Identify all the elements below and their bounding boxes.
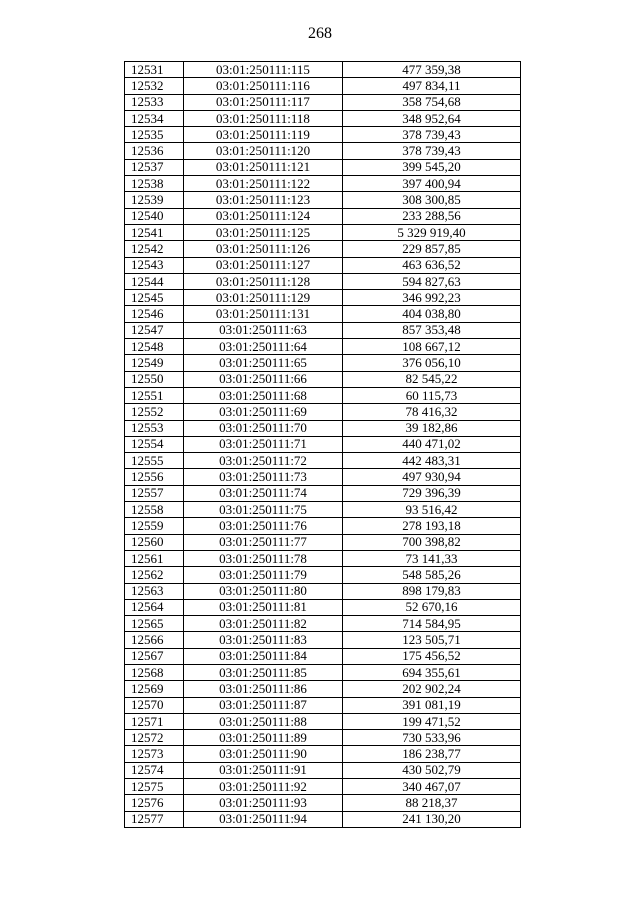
table-row [125,681,521,697]
table-row [125,78,521,94]
table-row [125,534,521,550]
cadastral-value-cell: 497 930,94 [343,469,521,485]
table-row [125,290,521,306]
cadastral-value-cell: 463 636,52 [343,257,521,273]
cadastral-value-cell: 404 038,80 [343,306,521,322]
table-row [125,306,521,322]
table-row [125,127,521,143]
cadastral-value-cell: 391 081,19 [343,697,521,713]
cadastral-number-cell: 03:01:250111:63 [184,322,343,338]
table-row [125,420,521,436]
cadastral-number-cell: 03:01:250111:131 [184,306,343,322]
table-row [125,485,521,501]
row-number-cell: 12562 [125,567,184,583]
row-number-cell: 12556 [125,469,184,485]
cadastral-value-cell: 186 238,77 [343,746,521,762]
cadastral-number-cell: 03:01:250111:68 [184,387,343,403]
row-number-cell: 12532 [125,78,184,94]
cadastral-number-cell: 03:01:250111:93 [184,795,343,811]
table-row [125,599,521,615]
row-number-cell: 12568 [125,664,184,680]
row-number-cell: 12573 [125,746,184,762]
row-number-cell: 12569 [125,681,184,697]
cadastral-value-cell: 442 483,31 [343,453,521,469]
table-row [125,208,521,224]
cadastral-value-cell: 82 545,22 [343,371,521,387]
table-row [125,550,521,566]
cadastral-number-cell: 03:01:250111:74 [184,485,343,501]
row-number-cell: 12563 [125,583,184,599]
cadastral-number-cell: 03:01:250111:92 [184,779,343,795]
table-row [125,583,521,599]
cadastral-value-cell: 714 584,95 [343,616,521,632]
row-number-cell: 12534 [125,110,184,126]
row-number-cell: 12551 [125,387,184,403]
row-number-cell: 12559 [125,518,184,534]
cadastral-number-cell: 03:01:250111:116 [184,78,343,94]
cadastral-number-cell: 03:01:250111:70 [184,420,343,436]
row-number-cell: 12554 [125,436,184,452]
cadastral-value-cell: 52 670,16 [343,599,521,615]
cadastral-value-cell: 93 516,42 [343,502,521,518]
row-number-cell: 12531 [125,62,184,78]
cadastral-number-cell: 03:01:250111:81 [184,599,343,615]
cadastral-value-cell: 378 739,43 [343,143,521,159]
table-row [125,110,521,126]
table-body [125,62,521,828]
cadastral-value-cell: 694 355,61 [343,664,521,680]
cadastral-number-cell: 03:01:250111:121 [184,159,343,175]
cadastral-number-cell: 03:01:250111:79 [184,567,343,583]
row-number-cell: 12565 [125,616,184,632]
cadastral-number-cell: 03:01:250111:76 [184,518,343,534]
cadastral-value-cell: 175 456,52 [343,648,521,664]
row-number-cell: 12533 [125,94,184,110]
table-row [125,453,521,469]
cadastral-number-cell: 03:01:250111:83 [184,632,343,648]
row-number-cell: 12555 [125,453,184,469]
cadastral-number-cell: 03:01:250111:66 [184,371,343,387]
table-row [125,224,521,240]
cadastral-number-cell: 03:01:250111:123 [184,192,343,208]
cadastral-value-cell: 477 359,38 [343,62,521,78]
row-number-cell: 12536 [125,143,184,159]
row-number-cell: 12535 [125,127,184,143]
row-number-cell: 12564 [125,599,184,615]
cadastral-number-cell: 03:01:250111:85 [184,664,343,680]
row-number-cell: 12539 [125,192,184,208]
table-row [125,567,521,583]
cadastral-value-cell: 348 952,64 [343,110,521,126]
cadastral-value-cell: 346 992,23 [343,290,521,306]
table-row [125,502,521,518]
row-number-cell: 12570 [125,697,184,713]
row-number-cell: 12575 [125,779,184,795]
cadastral-number-cell: 03:01:250111:80 [184,583,343,599]
cadastral-value-cell: 278 193,18 [343,518,521,534]
row-number-cell: 12567 [125,648,184,664]
table-row [125,730,521,746]
table-row [125,387,521,403]
cadastral-value-cell: 78 416,32 [343,404,521,420]
cadastral-value-cell: 857 353,48 [343,322,521,338]
table-row [125,176,521,192]
cadastral-value-cell: 430 502,79 [343,762,521,778]
cadastral-number-cell: 03:01:250111:64 [184,339,343,355]
row-number-cell: 12558 [125,502,184,518]
row-number-cell: 12561 [125,550,184,566]
cadastral-value-cell: 397 400,94 [343,176,521,192]
cadastral-value-cell: 729 396,39 [343,485,521,501]
cadastral-value-cell: 233 288,56 [343,208,521,224]
table-row [125,159,521,175]
table-row [125,713,521,729]
row-number-cell: 12574 [125,762,184,778]
cadastral-value-cell: 88 218,37 [343,795,521,811]
table-row [125,632,521,648]
cadastral-value-cell: 108 667,12 [343,339,521,355]
table-row [125,62,521,78]
table-row [125,664,521,680]
table-row [125,746,521,762]
table-row [125,469,521,485]
table-row [125,322,521,338]
row-number-cell: 12550 [125,371,184,387]
cadastral-value-cell: 700 398,82 [343,534,521,550]
row-number-cell: 12571 [125,713,184,729]
table-row [125,779,521,795]
cadastral-number-cell: 03:01:250111:122 [184,176,343,192]
cadastral-value-cell: 199 471,52 [343,713,521,729]
table-row [125,795,521,811]
cadastral-number-cell: 03:01:250111:82 [184,616,343,632]
cadastral-value-cell: 730 533,96 [343,730,521,746]
cadastral-value-cell: 123 505,71 [343,632,521,648]
cadastral-number-cell: 03:01:250111:88 [184,713,343,729]
cadastral-number-cell: 03:01:250111:87 [184,697,343,713]
cadastral-number-cell: 03:01:250111:124 [184,208,343,224]
cadastral-value-cell: 229 857,85 [343,241,521,257]
row-number-cell: 12543 [125,257,184,273]
row-number-cell: 12576 [125,795,184,811]
cadastral-number-cell: 03:01:250111:86 [184,681,343,697]
row-number-cell: 12572 [125,730,184,746]
table-row [125,616,521,632]
table-row [125,648,521,664]
cadastral-number-cell: 03:01:250111:117 [184,94,343,110]
table-row [125,371,521,387]
cadastral-number-cell: 03:01:250111:89 [184,730,343,746]
row-number-cell: 12547 [125,322,184,338]
table-row [125,436,521,452]
cadastral-number-cell: 03:01:250111:120 [184,143,343,159]
row-number-cell: 12544 [125,273,184,289]
cadastral-value-cell: 898 179,83 [343,583,521,599]
cadastral-value-cell: 5 329 919,40 [343,224,521,240]
row-number-cell: 12545 [125,290,184,306]
cadastral-value-cell: 340 467,07 [343,779,521,795]
table-row [125,273,521,289]
cadastral-number-cell: 03:01:250111:91 [184,762,343,778]
cadastral-number-cell: 03:01:250111:94 [184,811,343,827]
cadastral-value-cell: 399 545,20 [343,159,521,175]
table-row [125,241,521,257]
cadastral-number-cell: 03:01:250111:115 [184,62,343,78]
table-row [125,143,521,159]
cadastral-value-cell: 548 585,26 [343,567,521,583]
row-number-cell: 12538 [125,176,184,192]
row-number-cell: 12548 [125,339,184,355]
table-row [125,339,521,355]
cadastral-value-cell: 497 834,11 [343,78,521,94]
table-row [125,518,521,534]
table-row [125,404,521,420]
row-number-cell: 12542 [125,241,184,257]
cadastral-value-cell: 60 115,73 [343,387,521,403]
table-row [125,192,521,208]
cadastral-number-cell: 03:01:250111:128 [184,273,343,289]
cadastral-number-cell: 03:01:250111:75 [184,502,343,518]
cadastral-value-cell: 376 056,10 [343,355,521,371]
cadastral-value-cell: 440 471,02 [343,436,521,452]
table-row [125,811,521,827]
cadastral-value-cell: 39 182,86 [343,420,521,436]
cadastral-number-cell: 03:01:250111:78 [184,550,343,566]
cadastral-value-cell: 73 141,33 [343,550,521,566]
table-row [125,355,521,371]
row-number-cell: 12537 [125,159,184,175]
cadastral-value-table [124,61,521,828]
row-number-cell: 12546 [125,306,184,322]
table-row [125,762,521,778]
cadastral-number-cell: 03:01:250111:126 [184,241,343,257]
row-number-cell: 12566 [125,632,184,648]
table-row [125,257,521,273]
table-row [125,697,521,713]
page-number: 268 [308,25,332,42]
cadastral-number-cell: 03:01:250111:73 [184,469,343,485]
cadastral-value-cell: 594 827,63 [343,273,521,289]
cadastral-number-cell: 03:01:250111:90 [184,746,343,762]
row-number-cell: 12549 [125,355,184,371]
row-number-cell: 12577 [125,811,184,827]
table-row [125,94,521,110]
row-number-cell: 12540 [125,208,184,224]
cadastral-number-cell: 03:01:250111:65 [184,355,343,371]
row-number-cell: 12552 [125,404,184,420]
cadastral-number-cell: 03:01:250111:84 [184,648,343,664]
cadastral-number-cell: 03:01:250111:127 [184,257,343,273]
cadastral-number-cell: 03:01:250111:118 [184,110,343,126]
cadastral-value-cell: 241 130,20 [343,811,521,827]
row-number-cell: 12557 [125,485,184,501]
row-number-cell: 12541 [125,224,184,240]
cadastral-number-cell: 03:01:250111:125 [184,224,343,240]
cadastral-value-cell: 358 754,68 [343,94,521,110]
cadastral-number-cell: 03:01:250111:72 [184,453,343,469]
cadastral-number-cell: 03:01:250111:69 [184,404,343,420]
row-number-cell: 12553 [125,420,184,436]
cadastral-number-cell: 03:01:250111:77 [184,534,343,550]
row-number-cell: 12560 [125,534,184,550]
cadastral-number-cell: 03:01:250111:71 [184,436,343,452]
cadastral-value-cell: 308 300,85 [343,192,521,208]
cadastral-number-cell: 03:01:250111:119 [184,127,343,143]
cadastral-number-cell: 03:01:250111:129 [184,290,343,306]
cadastral-value-cell: 378 739,43 [343,127,521,143]
cadastral-value-cell: 202 902,24 [343,681,521,697]
